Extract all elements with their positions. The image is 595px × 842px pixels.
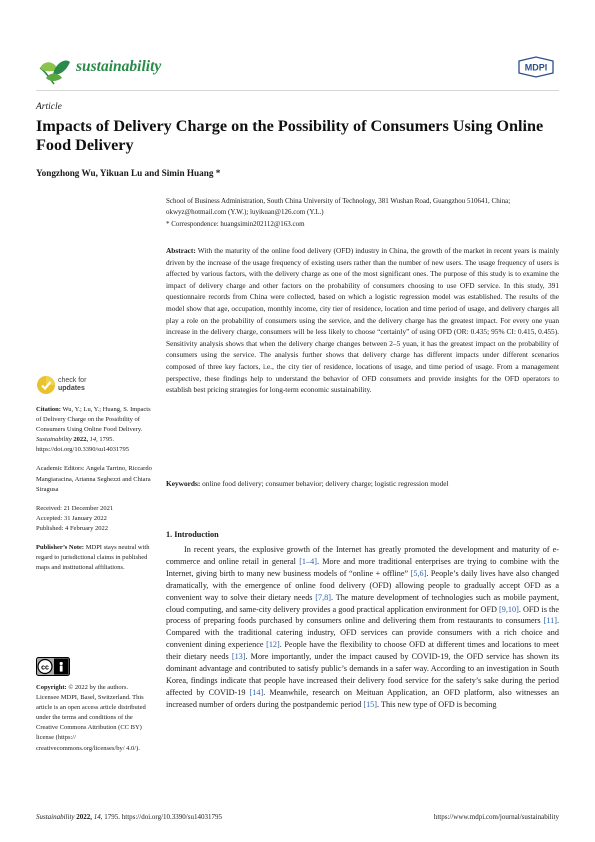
citation-link[interactable]: [5,6]	[410, 568, 427, 578]
published-date: Published: 4 February 2022	[36, 524, 109, 532]
citation-doi[interactable]: 1795. https://doi.org/10.3390/su14031795	[36, 436, 130, 454]
footer-doi-link[interactable]: 1795. https://doi.org/10.3390/su14031795	[104, 813, 222, 821]
intro-text: . More and more traditional enterprises are trying to combine with the Internet, giving birth to many new business models of “online + offline”	[166, 556, 559, 578]
citation-link[interactable]: [14]	[249, 687, 264, 697]
abstract-text: With the maturity of the online food delivery (OFD) industry in China, the growth of the market in recent years is mainly driven by the increase of the usage frequency of existing users rather than the number of new users. The usage frequency of users is affected by various factors, with the delivery charge as one of the most significant ones. The purpose of this study is to examine the impact of delivery charge and other factors on the probability of consumers choosing to use OFD service. In this study, 391 questionnaire records from China were collected, based on which a logistic regression model was established. The results of the model show that age, occupation, monthly income, city tier of residence, location and time period of usage, and delivery charges all play a role on the probability of consumers using the service, and the delivery charge has the greatest impact. For every one yuan increase in the delivery charge, consumers will be less likely to choose “certainly” of using OFD (OR: 0.435; 95% CI: 0.415, 0.455). Sensitivity analysis shows that when the delivery charge changes between 2–5 yuan, it has the greatest impact on the probability of consumers using the service. The analysis further shows that delivery charge has different impacts under different scenarios composed of three key factors, i.e., the city tier of residence, locations of usage, and time period of usage. From a management perspective, these findings help to understand the behavior of OFD consumers and provide insights for the OFD operators to establish best pricing strategies for long-term economic sustainability.	[166, 246, 559, 395]
check-updates-label	[58, 377, 86, 393]
citation-link[interactable]: [7,8]	[315, 592, 331, 602]
citation-journal: Sustainability	[36, 436, 72, 444]
abstract	[166, 245, 559, 396]
publisher-logo-icon	[515, 56, 557, 78]
received-date: Received: 21 December 2021	[36, 504, 114, 512]
copyright-label: Copyright:	[36, 684, 67, 691]
keywords	[166, 478, 559, 489]
check-updates-line2: updates	[58, 385, 85, 392]
citation-year: 2022,	[73, 436, 88, 444]
article-type: Article	[36, 102, 62, 112]
academic-editors: Academic Editors: Angela Tarrino, Riccardo Mangiaracina, Arianna Seghezzi and Chiara Siragusa	[36, 465, 152, 493]
footer-year: 2022,	[76, 813, 92, 821]
intro-text: . The mature development of technologies such as mobile payment, cloud computing, and same-city delivery provides a good practical application environment for OFD	[166, 592, 559, 614]
affiliation-block	[166, 196, 561, 230]
intro-text: . Compared with the traditional catering industry, OFD services can provide consumers with a rich choice and convenient dining experience	[166, 616, 559, 650]
citation-text: Wu, Y.; Lu, Y.; Huang, S. Impacts of Delivery Charge on the Possibility of Consumers Using Online Food Delivery.	[36, 406, 151, 434]
footer-journal-url[interactable]: https://www.mdpi.com/journal/sustainability	[433, 813, 559, 821]
check-updates-icon	[36, 375, 56, 395]
footer-journal: Sustainability	[36, 813, 75, 821]
header-rule	[36, 90, 559, 91]
publisher-note	[36, 543, 152, 573]
intro-text: . People’s daily lives have also changed dramatically, with the emergence of online food delivery (OFD) allowing people to gradually accept OFD as a convenient way to solve their dietary needs	[166, 568, 559, 602]
copyright-block	[36, 683, 152, 754]
introduction-paragraph	[166, 544, 559, 711]
intro-text: . More importantly, under the impact caused by COVID-19, the OFD service has shown its dominant advantage and contributed to satisfy public’s demands in a safer way. According to an investigation in South Korea, findings indicate that people have increased their delivery food service for the safety’s sake during the period affected by COVID-19	[166, 652, 559, 697]
intro-text: In recent years, the explosive growth of the Internet has greatly promoted the development and maturity of e-commerce and online retail in general	[166, 545, 559, 566]
keywords-label: Keywords:	[166, 479, 201, 488]
journal-logo-icon	[36, 52, 72, 88]
abstract-label: Abstract:	[166, 246, 196, 255]
affiliation-text: School of Business Administration, South China University of Technology, 381 Wushan Road, Guangzhou 510641, China; okwyz@hotmail.com (Y.W.); luyikuan@126.com (Y.L.)	[166, 197, 511, 217]
intro-text: . OFD is the process of preparing foods purchased by consumers online and delivering them from restaurants to consumers	[166, 604, 560, 626]
correspondence-text: * Correspondence: huangsimin202112@163.com	[166, 219, 305, 228]
publisher-note-label: Publisher’s Note:	[36, 544, 85, 552]
footer-volume: 14,	[93, 813, 103, 821]
journal-name: sustainability	[76, 58, 162, 75]
check-updates-line1: check for	[58, 377, 87, 384]
accepted-date: Accepted: 31 January 2022	[36, 514, 107, 522]
cc-by-license-icon[interactable]	[36, 657, 70, 676]
citation-block	[36, 405, 152, 455]
citation-label: Citation:	[36, 406, 61, 413]
check-for-updates-button[interactable]	[36, 374, 126, 398]
citation-link[interactable]: [9,10]	[499, 604, 519, 614]
introduction-body	[166, 544, 559, 711]
intro-text: . Meanwhile, research on Meituan Application, an OFD platform, also witnesses an increased number of orders during the postpandemic period	[166, 687, 559, 709]
publisher-name: MDPI	[524, 62, 548, 73]
copyright-text: © 2022 by the authors. Licensee MDPI, Basel, Switzerland. This article is an open access article distributed under the terms and conditions of the Creative Commons Attribution (CC BY) license (https:// creativecommons.org/licenses/by/ 4.0/).	[36, 684, 146, 752]
intro-text: . This new type of OFD is becoming	[377, 699, 497, 709]
citation-link[interactable]: [11]	[543, 616, 557, 626]
keywords-text: online food delivery; consumer behavior; delivery charge; logistic regression model	[202, 479, 449, 488]
citation-link[interactable]: [13]	[231, 652, 246, 662]
citation-link[interactable]: [12]	[266, 640, 280, 650]
citation-link[interactable]: [1–4]	[299, 556, 317, 566]
article-title: Impacts of Delivery Charge on the Possibility of Consumers Using Online Food Delivery	[36, 117, 544, 155]
author-list: Yongzhong Wu, Yikuan Lu and Simin Huang *	[36, 168, 221, 178]
footer-citation	[36, 813, 222, 821]
publisher-note-text: MDPI stays neutral with regard to jurisdictional claims in published maps and institutional affiliations.	[36, 544, 150, 572]
article-sidebar	[36, 405, 152, 582]
svg-text:cc: cc	[41, 664, 49, 672]
intro-text: . People have the flexibility to choose OFD at different times and locations to meet their dietary needs	[166, 640, 559, 662]
citation-link[interactable]: [15]	[363, 699, 377, 709]
dates-block	[36, 504, 152, 534]
section-heading-introduction: 1. Introduction	[166, 530, 219, 539]
citation-volume: 14,	[89, 436, 98, 444]
